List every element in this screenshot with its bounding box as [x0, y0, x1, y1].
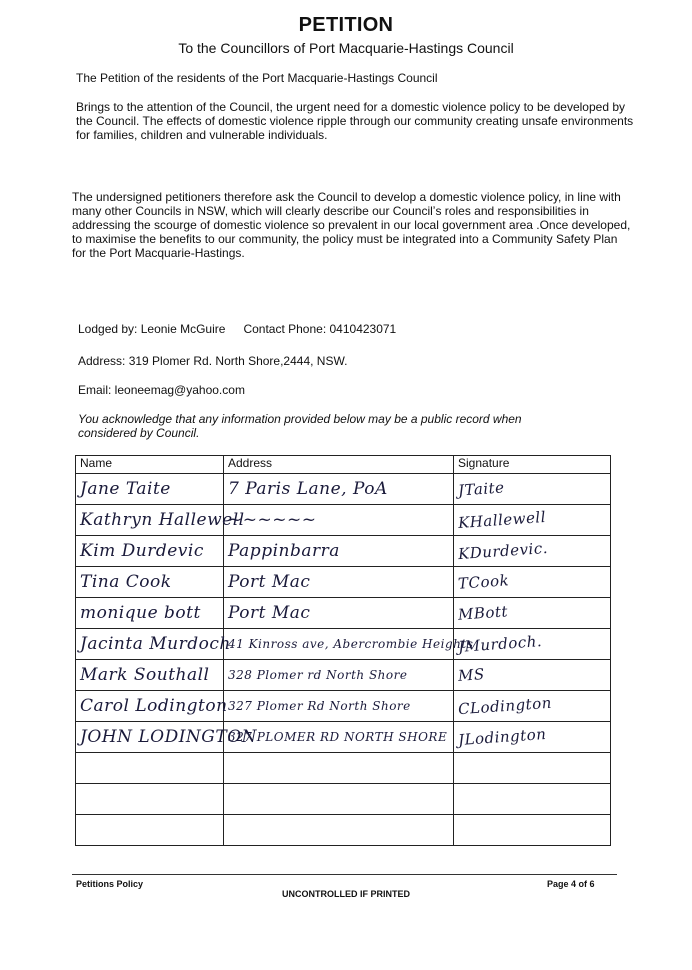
signer-name-cell	[76, 691, 228, 722]
signer-address-cell	[224, 536, 454, 567]
signer-address: Pappinbarra	[228, 541, 340, 561]
signer-signature: TCook	[457, 570, 510, 593]
signer-name: monique bott	[80, 603, 201, 623]
signer-name: Jane Taite	[80, 479, 171, 499]
signer-signature: MS	[457, 664, 486, 685]
footer-divider	[72, 874, 617, 875]
signer-name-cell	[76, 567, 224, 598]
table-row	[76, 753, 611, 784]
signer-signature: JLodington	[457, 724, 547, 749]
signer-signature-cell	[454, 629, 611, 660]
signer-signature-cell	[454, 505, 611, 536]
signer-signature-cell	[454, 660, 611, 691]
signer-address-cell	[224, 598, 454, 629]
signer-name: Kim Durdevic	[80, 541, 204, 561]
signer-address-cell	[224, 629, 474, 660]
signer-address: 327 PLOMER RD NORTH SHORE	[228, 730, 448, 744]
signer-name-cell	[76, 815, 224, 846]
signer-signature-cell	[454, 753, 611, 784]
signer-name-cell	[76, 784, 224, 815]
signer-signature-cell	[454, 474, 611, 505]
table-row	[76, 784, 611, 815]
public-record-notice: You acknowledge that any information provided below may be a public record when considered by Council.	[78, 412, 522, 440]
signature-table	[75, 455, 611, 846]
name-column-header: Name	[76, 456, 224, 474]
signer-signature-cell	[454, 536, 611, 567]
signer-signature-cell	[454, 691, 611, 722]
signer-signature: JMurdoch.	[457, 631, 543, 656]
signer-name: Carol Lodington	[80, 696, 228, 716]
signer-signature-cell	[454, 722, 611, 753]
petition-intro: The Petition of the residents of the Port Macquarie-Hastings Council	[76, 71, 438, 85]
signer-name-cell	[76, 660, 224, 691]
signer-address: 327 Plomer Rd North Shore	[228, 699, 411, 713]
signer-address-cell	[224, 784, 454, 815]
signer-address: Port Mac	[228, 603, 311, 623]
signer-name-cell	[76, 722, 258, 753]
table-row	[76, 660, 611, 691]
footer-uncontrolled-notice: UNCONTROLLED IF PRINTED	[282, 889, 410, 899]
signer-signature-cell	[454, 567, 611, 598]
signer-name: Jacinta Murdoch	[80, 634, 231, 654]
table-row	[76, 474, 611, 505]
footer-page-number: Page 4 of 6	[547, 879, 595, 889]
lodger-email: Email: leoneemag@yahoo.com	[78, 383, 245, 397]
signer-address-cell	[224, 660, 454, 691]
table-row	[76, 629, 611, 660]
signer-name-cell	[76, 536, 224, 567]
petition-title: PETITION	[298, 14, 394, 36]
table-row	[76, 815, 611, 846]
signer-name: JOHN LODINGTON	[80, 727, 258, 747]
signer-address-cell	[224, 691, 454, 722]
signer-name-cell	[76, 629, 231, 660]
signer-signature-cell	[454, 815, 611, 846]
signer-address: 7 Paris Lane, PoA	[228, 479, 388, 499]
signer-address: 328 Plomer rd North Shore	[228, 668, 408, 682]
lodged-by: Lodged by: Leonie McGuire	[78, 322, 226, 336]
lodger-address: Address: 319 Plomer Rd. North Shore,2444, NSW.	[78, 354, 348, 368]
petition-request: The undersigned petitioners therefore ask the Council to develop a domestic violence policy, in line with many other Councils in NSW, which will clearly describe our Councilʼs roles and responsibilities in addressing the scourge of domestic violence so prevalent in our local government area .Once developed, to maximise the benefits to our community, the policy must be integrated into a Community Safety Plan for the Port Macquarie-Hastings.	[72, 190, 631, 260]
signer-name-cell	[76, 505, 245, 536]
signer-address-cell	[224, 567, 454, 598]
table-header-row	[76, 456, 611, 474]
signer-signature: KDurdevic.	[457, 538, 549, 563]
lodged-by-line	[78, 322, 396, 336]
signer-name-cell	[76, 474, 224, 505]
address-column-header: Address	[224, 456, 454, 474]
signer-address-cell	[224, 815, 454, 846]
contact-phone: Contact Phone: 0410423071	[243, 322, 397, 336]
table-row	[76, 567, 611, 598]
signer-signature: KHallewell	[457, 507, 547, 532]
signer-signature-cell	[454, 784, 611, 815]
signer-address-cell	[224, 722, 454, 753]
signer-signature-cell	[454, 598, 611, 629]
footer-policy-name: Petitions Policy	[76, 879, 144, 889]
signer-address-cell	[224, 753, 454, 784]
signer-signature: CLodington	[457, 693, 553, 718]
signer-name-cell	[76, 753, 224, 784]
signer-address: Port Mac	[228, 572, 311, 592]
table-row	[76, 505, 611, 536]
signer-address: ~~~~~~	[228, 510, 317, 530]
signer-name: Kathryn Hallewell	[80, 510, 245, 530]
table-row	[76, 691, 611, 722]
petition-subtitle: To the Councillors of Port Macquarie-Hastings Council	[178, 40, 514, 56]
signer-address-cell	[224, 505, 454, 536]
signer-name: Mark Southall	[80, 665, 210, 685]
signature-column-header: Signature	[454, 456, 611, 474]
table-row	[76, 536, 611, 567]
signer-address: 41 Kinross ave, Abercrombie Heights	[228, 637, 474, 651]
signer-name: Tina Cook	[80, 572, 172, 592]
signer-name-cell	[76, 598, 224, 629]
table-row	[76, 598, 611, 629]
petition-concern: Brings to the attention of the Council, the urgent need for a domestic violence policy to be developed by the Council. The effects of domestic violence ripple through our community creating unsafe environments for families, children and vulnerable individuals.	[76, 100, 634, 142]
signer-signature: JTaite	[457, 477, 506, 500]
signer-address-cell	[224, 474, 454, 505]
table-row	[76, 722, 611, 753]
signer-signature: MBott	[457, 601, 509, 624]
